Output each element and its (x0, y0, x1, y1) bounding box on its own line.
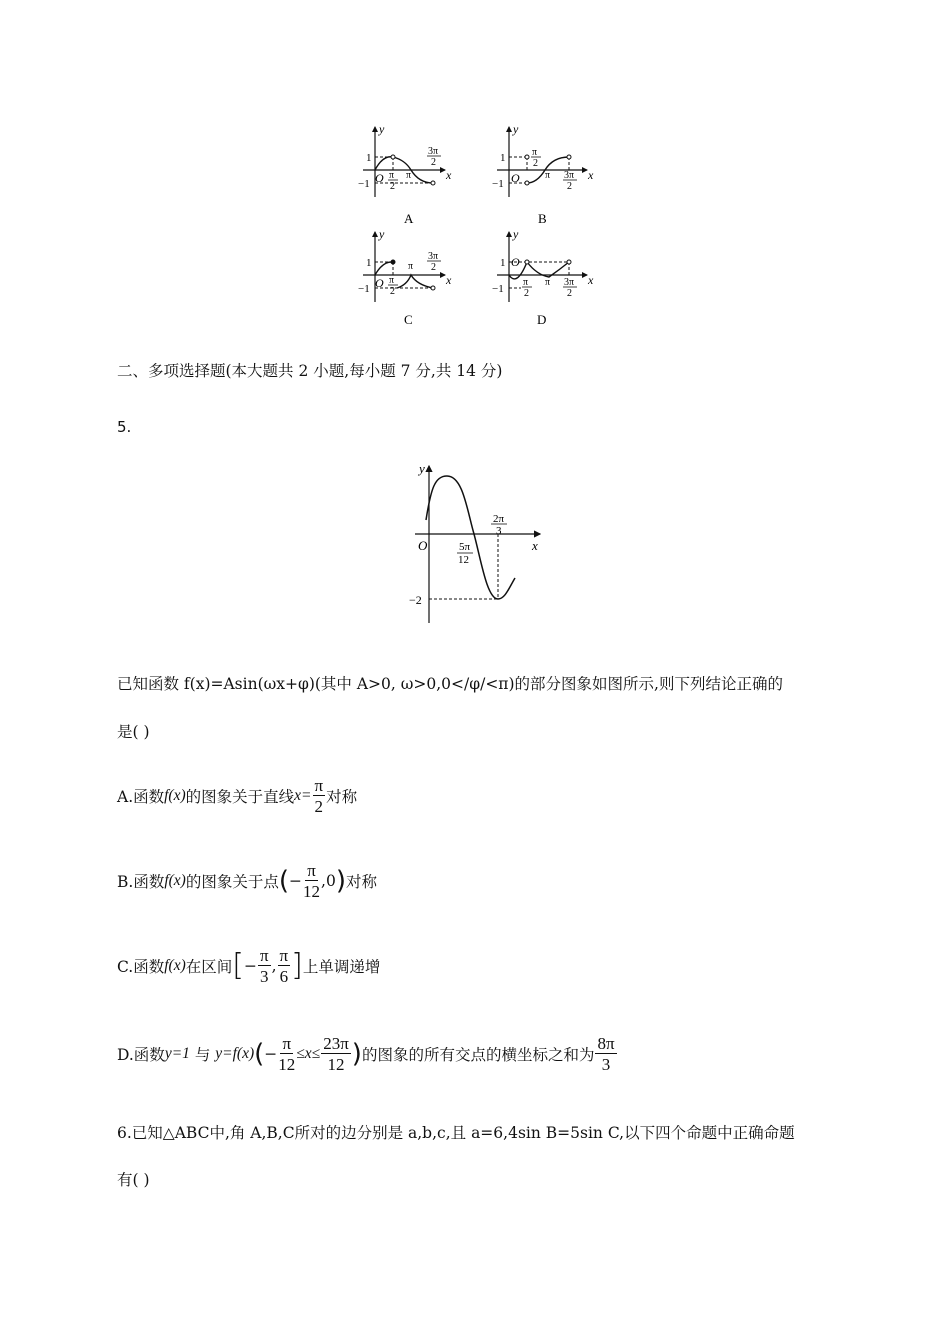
option-b-frac-num: π (307, 861, 316, 880)
option-d-frac3-den: 3 (601, 1055, 611, 1074)
option-c-frac1-den: 3 (260, 967, 269, 986)
option-a-fx: f(x) (164, 787, 186, 804)
graph-b (492, 122, 594, 226)
option-c-frac1-num: π (259, 946, 269, 965)
graph-c-3pi2-den: 2 (431, 262, 436, 273)
option-d-prefix: D.函数 (117, 1046, 165, 1064)
option-b-zero: ,0 (321, 872, 336, 890)
section-heading: 二、多项选择题(本大题共 2 小题,每小题 7 分,共 14 分) (117, 362, 503, 380)
graph-a-one: 1 (366, 152, 372, 164)
option-b-right-paren: ) (335, 866, 346, 896)
option-c-left-bracket: [ (232, 948, 244, 983)
graph-b-y-label: y (513, 122, 519, 136)
graph-b-pi: π (545, 170, 551, 181)
option-c-fx: f(x) (164, 957, 186, 974)
option-d-fraction-3 (595, 1035, 616, 1073)
option-d-minus: − (264, 1045, 278, 1063)
graph-a-x-label: x (446, 168, 452, 182)
graph-b-label: B (538, 211, 547, 226)
graph-b-one: 1 (500, 152, 506, 164)
graph-b-neg-one: −1 (492, 178, 504, 190)
option-c-fraction-1 (258, 947, 271, 985)
option-c-right-bracket: ] (291, 948, 303, 983)
option-a[interactable] (117, 777, 357, 815)
option-a-xeq: x= (294, 787, 312, 804)
option-d-frac1-den: 12 (278, 1055, 296, 1074)
option-b-frac-den: 12 (303, 882, 321, 901)
graph-b-origin: O (511, 171, 520, 185)
graph-b-pi2-num: π (532, 147, 538, 158)
option-d-fraction-1 (278, 1035, 295, 1073)
graph-c-label: C (404, 312, 413, 327)
option-b[interactable] (117, 862, 377, 900)
option-d-frac3-num: 8π (597, 1034, 615, 1053)
graph-d-pi2-den: 2 (524, 288, 529, 299)
graph-b-pi2-den: 2 (533, 158, 538, 169)
option-d-with: 与 (189, 1046, 216, 1064)
option-d-y1: y=1 (164, 1045, 190, 1062)
option-a-fraction (313, 777, 326, 815)
graph-d-y-label: y (513, 227, 519, 241)
question-5-stem-line-2: 是( ) (117, 723, 150, 741)
option-a-suffix: 对称 (326, 788, 358, 806)
q5-fig-2pi3-num: 2π (493, 513, 505, 525)
graph-d-pi2-num: π (523, 277, 529, 288)
option-d-mid: 的图象的所有交点的横坐标之和为 (361, 1046, 595, 1064)
graph-d-pi: π (545, 277, 551, 288)
q5-fig-5pi12-den: 12 (458, 554, 469, 566)
option-b-minus: − (289, 872, 303, 890)
graph-d-3pi2-den: 2 (567, 288, 572, 299)
answer-graphs-figure (345, 115, 605, 335)
graph-a-3pi2-num: 3π (428, 146, 439, 157)
option-a-frac-num: π (314, 776, 324, 795)
graph-c-y-label: y (379, 227, 385, 241)
graph-a-origin: O (375, 171, 384, 185)
option-b-suffix: 对称 (345, 873, 377, 891)
graph-a (358, 122, 452, 226)
option-c-minus: − (243, 957, 257, 975)
option-a-prefix: A.函数 (117, 788, 165, 806)
graph-d-3pi2-num: 3π (564, 277, 575, 288)
question-5-figure (405, 458, 555, 628)
option-d[interactable] (117, 1035, 618, 1073)
option-b-left-paren: ( (278, 866, 290, 896)
q5-fig-y-label: y (419, 461, 425, 476)
option-d-frac2-num: 23π (323, 1034, 349, 1053)
q5-fig-2pi3-den: 3 (496, 525, 502, 537)
question-6-line-2: 有( ) (117, 1171, 150, 1189)
graph-c-x-label: x (446, 273, 452, 287)
option-a-frac-den: 2 (314, 797, 324, 816)
option-b-fx: f(x) (164, 872, 186, 889)
option-d-frac1-num: π (282, 1034, 292, 1053)
option-c-comma: , (271, 957, 277, 975)
graph-c (358, 227, 452, 327)
option-d-fraction-2 (321, 1035, 351, 1073)
graph-a-pi: π (406, 170, 412, 181)
option-c-mid: 在区间 (185, 958, 233, 976)
option-d-frac2-den: 12 (327, 1055, 345, 1074)
option-d-right-paren: ) (351, 1039, 362, 1069)
graph-d-label: D (537, 312, 547, 327)
graph-b-3pi2-den: 2 (567, 181, 572, 192)
option-c-prefix: C.函数 (117, 958, 165, 976)
graph-d-x-label: x (588, 273, 594, 287)
question-5-number: 5. (117, 418, 132, 436)
option-d-yfx: y=f(x) (215, 1045, 255, 1062)
option-c-frac2-den: 6 (279, 967, 289, 986)
option-b-fraction (303, 862, 320, 900)
graph-a-pi2-den: 2 (390, 181, 395, 192)
q5-fig-x-label: x (532, 538, 538, 553)
graph-a-y-label: y (379, 122, 385, 136)
graph-d-one: 1 (500, 257, 506, 269)
graph-c-3pi2-num: 3π (428, 251, 439, 262)
graph-c-neg-one: −1 (358, 283, 370, 295)
option-d-leq: ≤x≤ (296, 1045, 321, 1062)
option-c-suffix: 上单调递增 (302, 958, 381, 976)
graph-d (492, 227, 594, 327)
option-c[interactable] (117, 947, 380, 985)
graph-a-pi2-num: π (389, 170, 395, 181)
graph-a-label: A (404, 211, 414, 226)
graph-c-pi2-den: 2 (390, 286, 395, 297)
graph-a-neg-one: −1 (358, 178, 370, 190)
question-6-line-1: 6.已知△ABC中,角 A,B,C所对的边分别是 a,b,c,且 a=6,4sin B=5sin C,以下四个命题中正确命题 (117, 1124, 795, 1142)
option-c-fraction-2 (278, 947, 291, 985)
option-a-mid: 的图象关于直线 (185, 788, 295, 806)
graph-b-x-label: x (588, 168, 594, 182)
graph-b-3pi2-num: 3π (564, 170, 575, 181)
question-5-stem-line-1: 已知函数 f(x)=Asin(ωx+φ)(其中 A>0, ω>0,0</φ/<π)的部分图象如图所示,则下列结论正确的 (117, 675, 783, 693)
q5-fig-origin: O (418, 538, 428, 553)
q5-fig-5pi12-num: 5π (459, 541, 471, 553)
graph-c-pi: π (408, 261, 414, 272)
option-b-mid: 的图象关于点 (185, 873, 279, 891)
graph-c-pi2-num: π (389, 275, 395, 286)
option-d-left-paren: ( (254, 1039, 265, 1069)
q5-fig-neg-two: −2 (409, 593, 422, 607)
graph-d-origin: O (511, 255, 520, 269)
option-c-frac2-num: π (279, 946, 289, 965)
graph-c-one: 1 (366, 257, 372, 269)
graph-d-neg-one: −1 (492, 283, 504, 295)
option-b-prefix: B.函数 (117, 873, 165, 891)
graph-a-3pi2-den: 2 (431, 157, 436, 168)
graph-c-origin: O (375, 276, 384, 290)
